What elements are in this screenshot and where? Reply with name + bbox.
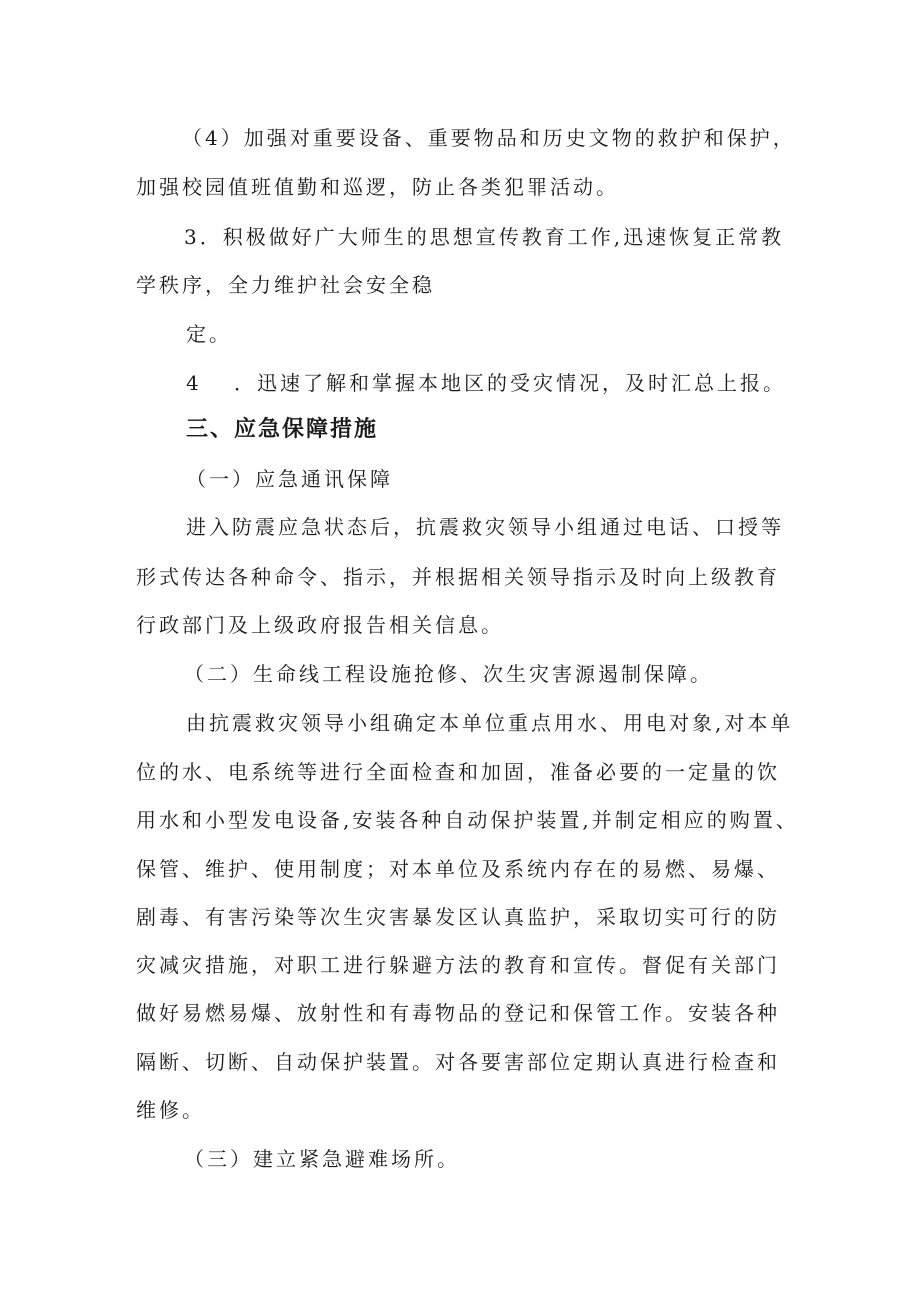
subsection-2-line-3: 用水和小型发电设备,安装各种自动保护装置,并制定相应的购置、 <box>136 808 799 832</box>
subsection-2-line-7: 做好易燃易爆、放射性和有毒物品的登记和保管工作。安装各种 <box>136 1001 780 1025</box>
point3-line-3: 定。 <box>186 322 232 346</box>
subsection-2-line-5: 剧毒、有害污染等次生灾害暴发区认真监护，采取切实可行的防 <box>136 905 780 929</box>
subsection-1-title: （一）应急通讯保障 <box>186 467 393 491</box>
subsection-1-line-3: 行政部门及上级政府报告相关信息。 <box>136 613 504 637</box>
subsection-2-title: （二）生命线工程设施抢修、次生灾害源遏制保障。 <box>184 662 713 686</box>
point4-number: 4 <box>186 371 202 395</box>
subsection-2-line-6: 灾减灾措施，对职工进行躲避方法的教育和宣传。督促有关部门 <box>136 953 780 977</box>
point4-line <box>186 369 786 397</box>
item4-line-1: （4）加强对重要设备、重要物品和历史文物的救护和保护， <box>182 126 796 150</box>
subsection-2-line-4: 保管、维护、使用制度；对本单位及系统内存在的易燃、易爆、 <box>136 857 780 881</box>
point4-text: ．迅速了解和掌握本地区的受灾情况，及时汇总上报。 <box>234 371 786 395</box>
point3-line-1: 3．积极做好广大师生的思想宣传教育工作,迅速恢复正常教 <box>184 225 785 249</box>
subsection-1-line-2: 形式传达各种命令、指示，并根据相关领导指示及时向上级教育 <box>136 565 780 589</box>
subsection-2-line-9: 维修。 <box>136 1098 205 1122</box>
point3-line-2: 学秩序，全力维护社会安全稳 <box>136 273 435 297</box>
subsection-3-title: （三）建立紧急避难场所。 <box>184 1147 460 1171</box>
subsection-2-line-1: 由抗震救灾领导小组确定本单位重点用水、用电对象,对本单 <box>186 711 794 735</box>
section-3-heading: 三、应急保障措施 <box>186 417 379 442</box>
subsection-2-line-8: 隔断、切断、自动保护装置。对各要害部位定期认真进行检查和 <box>136 1050 780 1074</box>
subsection-1-line-1: 进入防震应急状态后，抗震救灾领导小组通过电话、口授等 <box>186 515 784 539</box>
item4-line-2: 加强校园值班值勤和巡逻，防止各类犯罪活动。 <box>136 175 619 199</box>
subsection-2-line-2: 位的水、电系统等进行全面检查和加固，准备必要的一定量的饮 <box>136 760 780 784</box>
